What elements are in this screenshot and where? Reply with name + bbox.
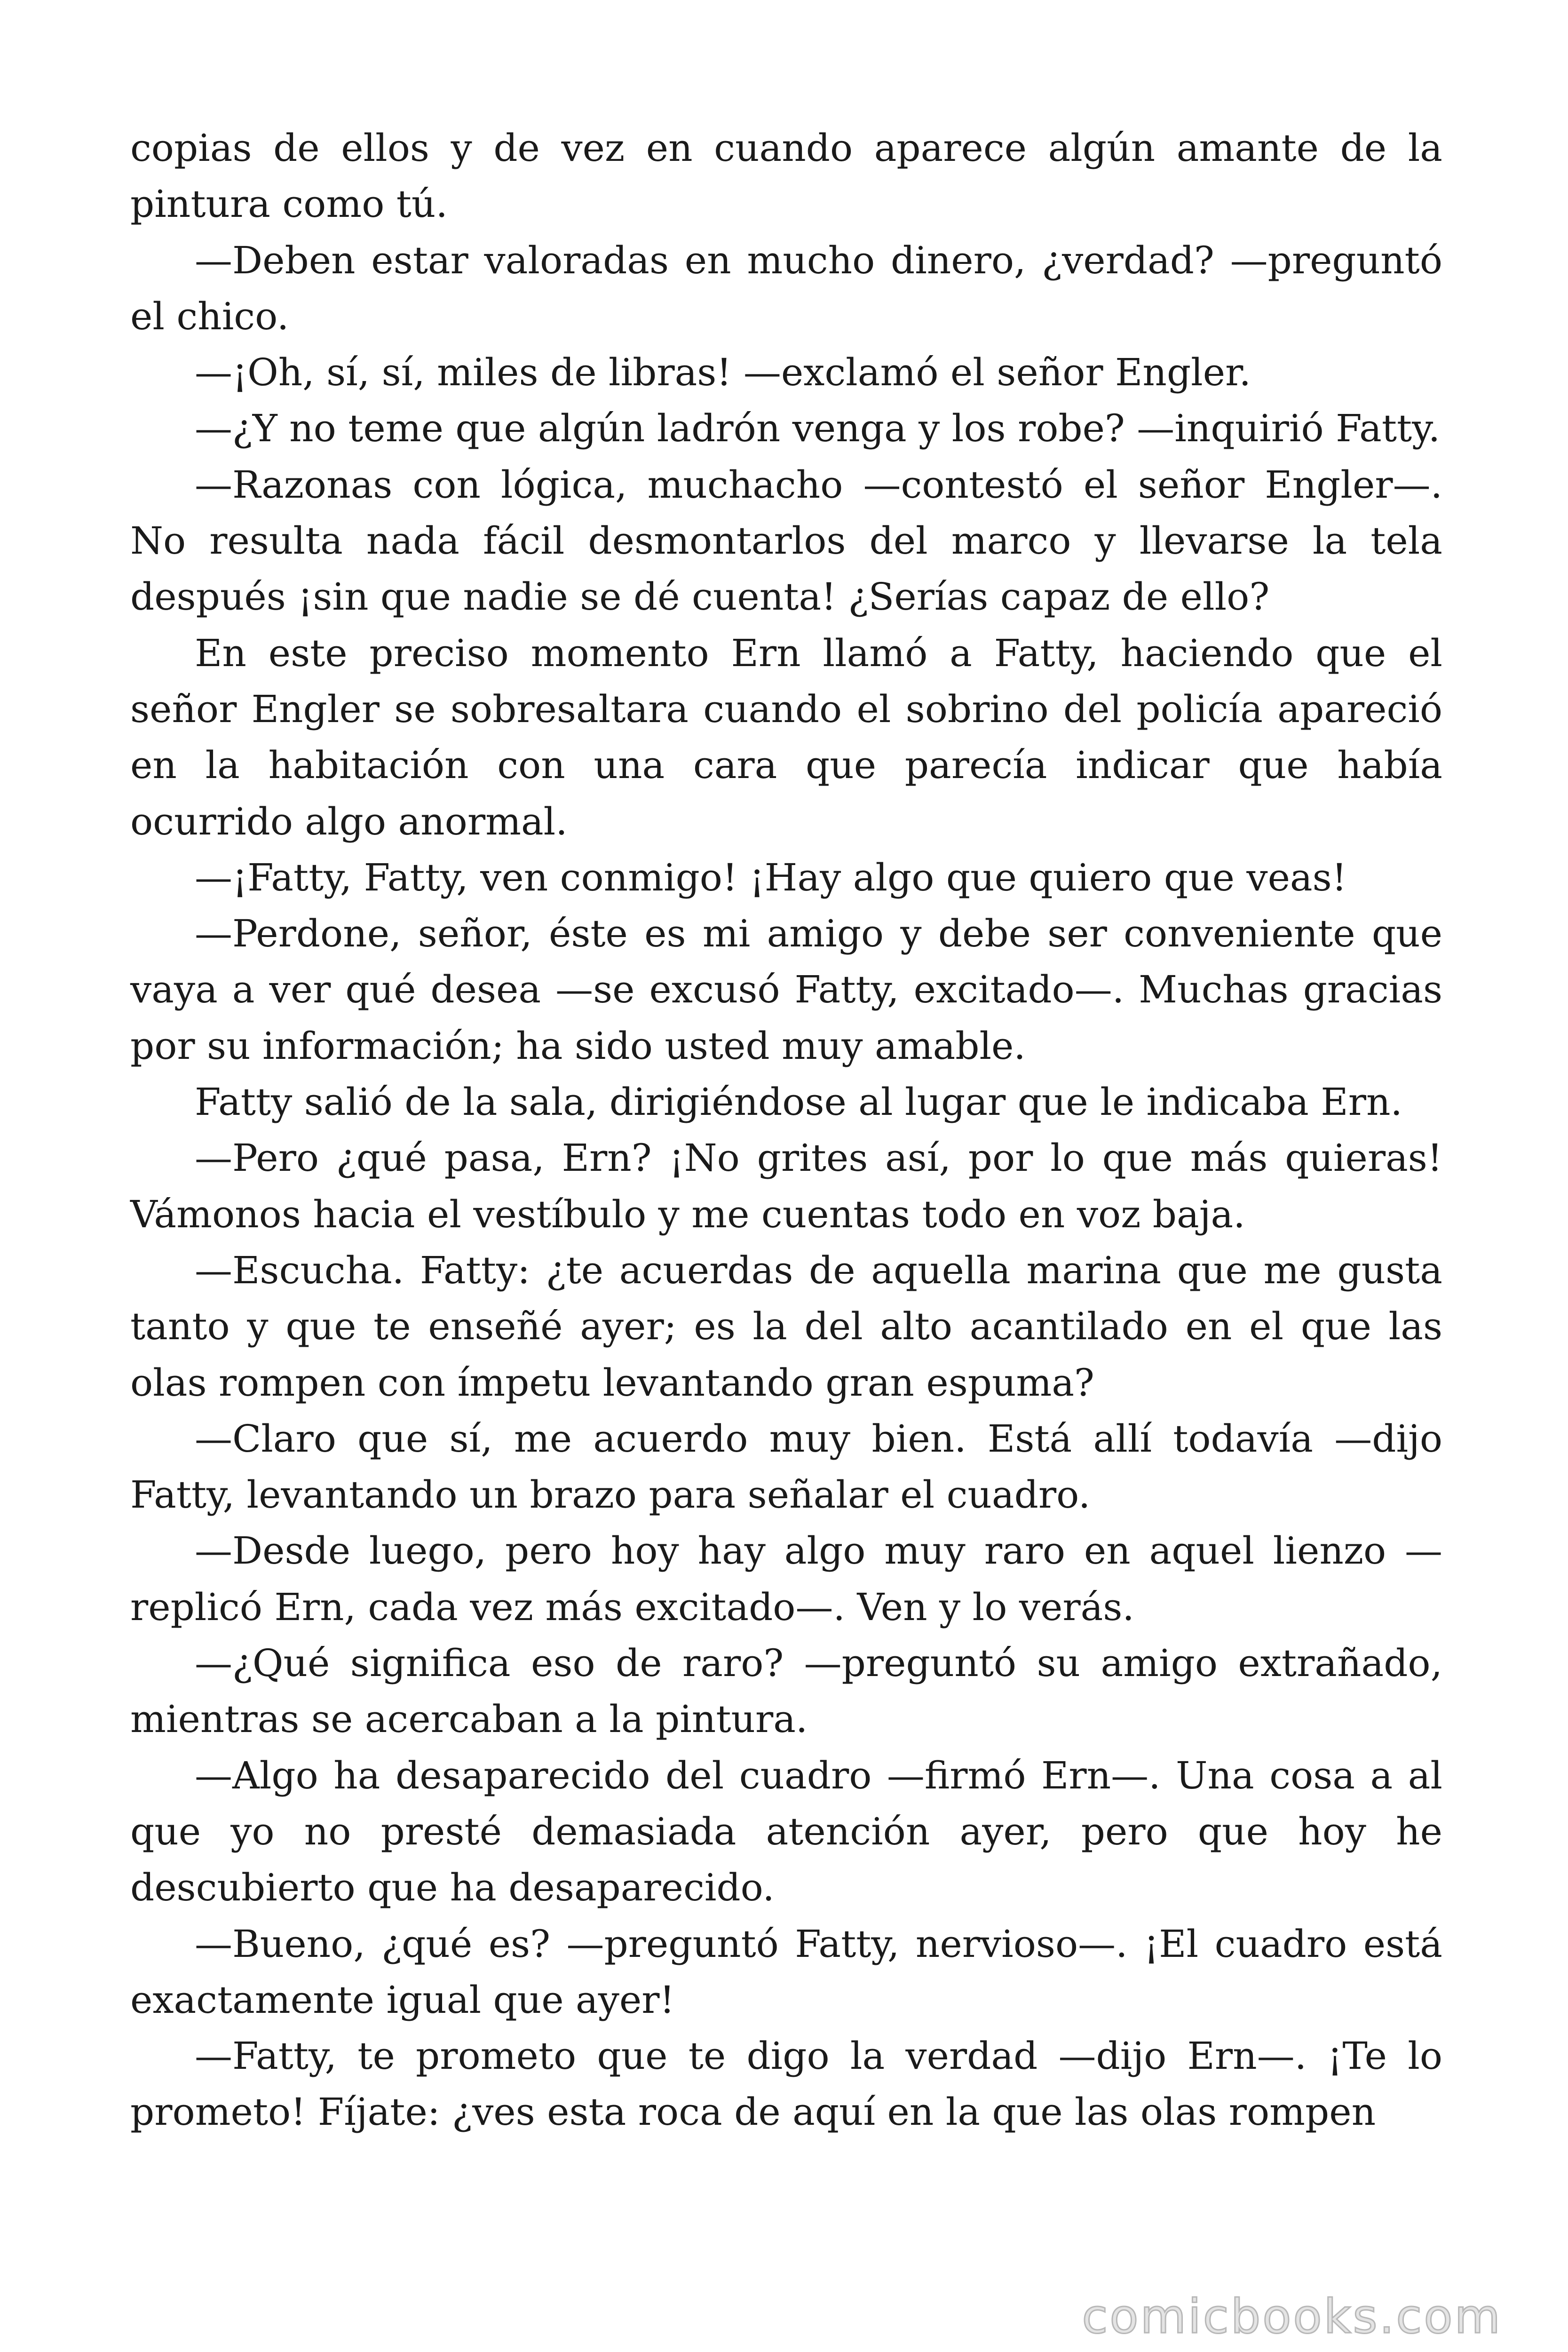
paragraph-1: copias de ellos y de vez en cuando aparece algún amante de la pintura como tú.: [130, 126, 1442, 226]
watermark-text: comicbooks.com: [1082, 2289, 1502, 2344]
body-text: [130, 120, 1442, 2140]
paragraph-10: —Pero ¿qué pasa, Ern? ¡No grites así, por lo que más quieras! Vámonos hacia el vestíbulo y me cuentas todo en voz baja.: [130, 1136, 1442, 1236]
paragraph-13: —Desde luego, pero hoy hay algo muy raro en aquel lienzo — replicó Ern, cada vez más excitado—. Ven y lo verás.: [130, 1529, 1442, 1629]
paragraph-11: —Escucha. Fatty: ¿te acuerdas de aquella marina que me gusta tanto y que te enseñé ayer; es la del alto acantilado en el que las olas rompen con ímpetu levantando gran espuma?: [130, 1248, 1442, 1405]
paragraph-7: —¡Fatty, Fatty, ven conmigo! ¡Hay algo que quiero que veas!: [195, 855, 1347, 899]
paragraph-16: —Bueno, ¿qué es? —preguntó Fatty, nervioso—. ¡El cuadro está exactamente igual que ayer!: [130, 1922, 1442, 2022]
paragraph-4: —¿Y no teme que algún ladrón venga y los robe? —inquirió Fatty.: [195, 406, 1441, 451]
paragraph-6: En este preciso momento Ern llamó a Fatty, haciendo que el señor Engler se sobresaltara cuando el sobrino del policía apareció en la habitación con una cara que parecía indicar que había ocurrido algo anormal.: [130, 631, 1442, 843]
paragraph-14: —¿Qué significa eso de raro? —preguntó su amigo extrañado, mientras se acercaban a la pintura.: [130, 1641, 1442, 1741]
paragraph-8: —Perdone, señor, éste es mi amigo y debe ser conveniente que vaya a ver qué desea —se excusó Fatty, excitado—. Muchas gracias por su información; ha sido usted muy amable.: [130, 912, 1442, 1068]
paragraph-12: —Claro que sí, me acuerdo muy bien. Está allí todavía —dijo Fatty, levantando un brazo para señalar el cuadro.: [130, 1416, 1442, 1517]
paragraph-15: —Algo ha desaparecido del cuadro —firmó Ern—. Una cosa a al que yo no presté demasiada atención ayer, pero que hoy he descubierto que ha desaparecido.: [130, 1753, 1442, 1910]
paragraph-17: —Fatty, te prometo que te digo la verdad —dijo Ern—. ¡Te lo prometo! Fíjate: ¿ves esta roca de aquí en la que las olas rompen: [130, 2034, 1442, 2134]
paragraph-3: —¡Oh, sí, sí, miles de libras! —exclamó el señor Engler.: [195, 350, 1251, 395]
paragraph-2: —Deben estar valoradas en mucho dinero, ¿verdad? —preguntó el chico.: [130, 238, 1442, 338]
paragraph-5: —Razonas con lógica, muchacho —contestó el señor Engler—. No resulta nada fácil desmontarlos del marco y llevarse la tela después ¡sin que nadie se dé cuenta! ¿Serías capaz de ello?: [130, 462, 1442, 619]
paragraph-9: Fatty salió de la sala, dirigiéndose al lugar que le indicaba Ern.: [195, 1080, 1402, 1124]
